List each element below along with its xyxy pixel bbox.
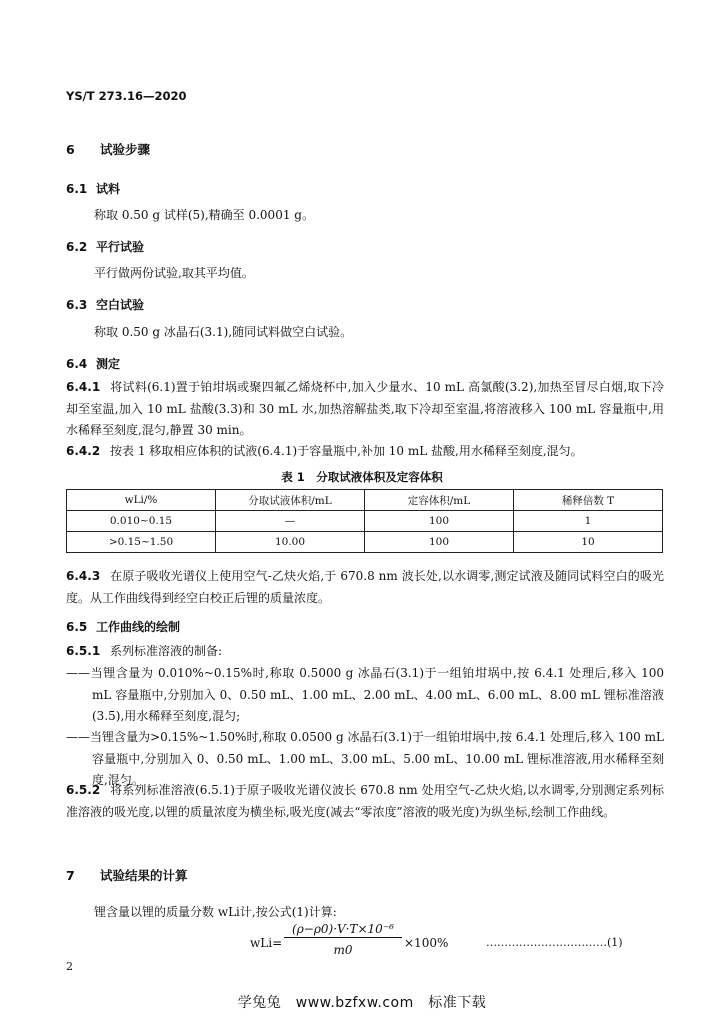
- section-6-5-heading: 6.5 工作曲线的绘制: [66, 620, 181, 634]
- table-header-row: [67, 490, 663, 511]
- formula-1-label: ……………………………(1): [486, 936, 623, 949]
- table-cell: 100: [365, 511, 514, 532]
- formula-numerator: (ρ−ρ0)·V·T×10⁻⁶: [284, 922, 402, 938]
- section-6-5-1-paragraph: 6.5.1 系列标准溶液的制备:: [66, 644, 223, 658]
- table-header-cell: wLi/%: [67, 490, 216, 511]
- table-row: [67, 511, 663, 532]
- section-6-4-heading: 6.4 测定: [66, 357, 121, 371]
- table-cell: 1: [514, 511, 663, 532]
- section-6-4-3-paragraph: 6.4.3 在原子吸收光谱仪上使用空气-乙炔火焰,于 670.8 nm 波长处,以水调零,测定试液及随同试料空白的吸光度。从工作曲线得到经空白校正后锂的质量浓度。: [66, 569, 664, 605]
- section-6-heading: 6 试验步骤: [66, 142, 151, 157]
- table-row: [67, 532, 663, 553]
- list-item-high-range: ——当锂含量为>0.15%~1.50%时,称取 0.0500 g 冰晶石(3.1)于一组铂坩埚中,按 6.4.1 处理后,移入 100 mL 容量瓶中,分别加入 0、0.50 mL、1.00 mL、3.00 mL、5.00 mL、10.00 mL 锂标准溶液,用水稀释至刻度,混匀。: [66, 730, 664, 787]
- table-1: [66, 489, 663, 553]
- table-header-cell: 分取试液体积/mL: [216, 490, 365, 511]
- section-6-3-text: 称取 0.50 g 冰晶石(3.1),随同试料做空白试验。: [94, 325, 353, 339]
- section-6-5-2-paragraph: 6.5.2 将系列标准溶液(6.5.1)于原子吸收光谱仪波长 670.8 nm 处用空气-乙炔火焰,以水调零,分别测定系列标准溶液的吸光度,以锂的质量浓度为横坐标,吸光度(减去“零浓度”溶液的吸光度)为纵坐标,绘制工作曲线。: [66, 783, 664, 819]
- formula-suffix: ×100%: [404, 936, 449, 950]
- section-6-3-heading: 6.3 空白试验: [66, 298, 145, 312]
- section-6-1-heading: 6.1 试料: [66, 182, 121, 196]
- footer-watermark: 学兔兔 www.bzfxw.com 标准下载: [237, 995, 487, 1011]
- table-header-cell: 定容体积/mL: [365, 490, 514, 511]
- section-6-2-text: 平行做两份试验,取其平均值。: [94, 266, 254, 280]
- section-6-4-2-paragraph: 6.4.2 按表 1 移取相应体积的试液(6.4.1)于容量瓶中,补加 10 mL 盐酸,用水稀释至刻度,混匀。: [66, 444, 583, 458]
- section-6-4-1-paragraph: 6.4.1 将试料(6.1)置于铂坩埚或聚四氟乙烯烧杯中,加入少量水、10 mL 高氯酸(3.2),加热至冒尽白烟,取下冷却至室温,加入 10 mL 盐酸(3.3)和 30 mL 水,加热溶解盐类,取下冷却至室温,将溶液移入 100 mL 容量瓶中,用水稀释至刻度,混匀,静置 30 min。: [66, 380, 664, 437]
- formula-denominator: m0: [333, 943, 353, 957]
- document-code: YS/T 273.16—2020: [66, 89, 187, 103]
- page-number: 2: [66, 960, 73, 973]
- table-cell: 10.00: [216, 532, 365, 553]
- list-item-low-range: ——当锂含量为 0.010%~0.15%时,称取 0.5000 g 冰晶石(3.1)于一组铂坩埚中,按 6.4.1 处理后,移入 100 mL 容量瓶中,分别加入 0、0.50 mL、1.00 mL、2.00 mL、4.00 mL、6.00 mL、8.00 mL 锂标准溶液(3.5),用水稀释至刻度,混匀;: [66, 666, 664, 723]
- section-7-heading: 7 试验结果的计算: [66, 868, 188, 883]
- table-cell: —: [216, 511, 365, 532]
- table-1-caption: 表 1 分取试液体积及定容体积: [281, 470, 443, 484]
- table-cell: 0.010~0.15: [67, 511, 216, 532]
- section-7-text: 锂含量以锂的质量分数 wLi计,按公式(1)计算:: [94, 905, 337, 919]
- section-6-1-text: 称取 0.50 g 试样(5),精确至 0.0001 g。: [94, 208, 314, 222]
- table-cell: 10: [514, 532, 663, 553]
- table-header-cell: 稀释倍数 T: [514, 490, 663, 511]
- table-cell: 100: [365, 532, 514, 553]
- section-6-2-heading: 6.2 平行试验: [66, 240, 145, 254]
- formula-lhs: wLi=: [250, 936, 283, 950]
- table-cell: >0.15~1.50: [67, 532, 216, 553]
